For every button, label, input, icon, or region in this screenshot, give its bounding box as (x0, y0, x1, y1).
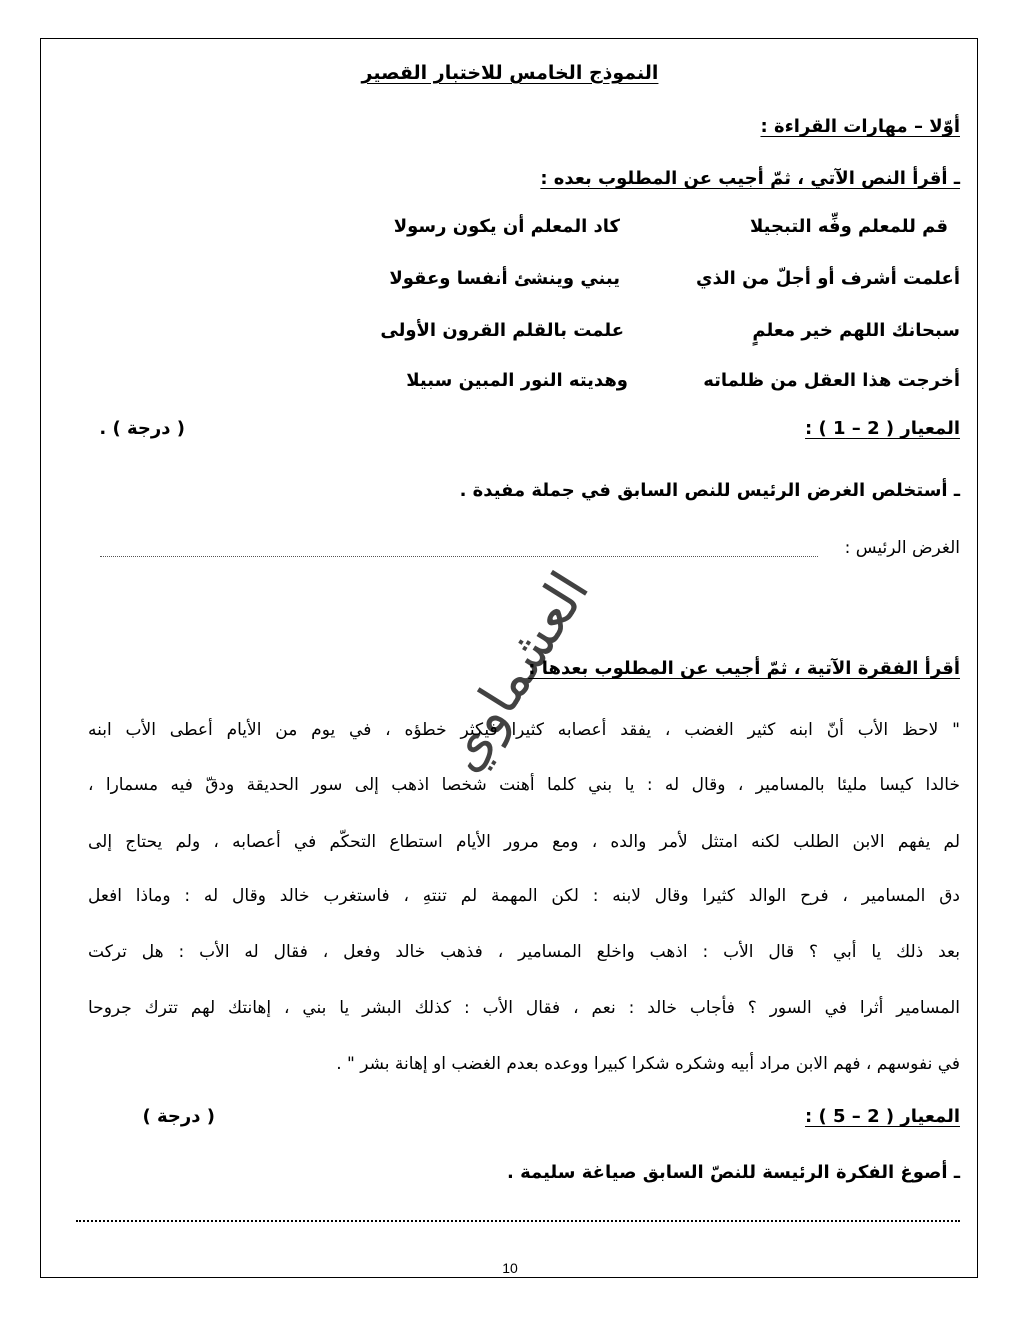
verse-2-right: أعلمت أشرف أو أجلّ من الذي (696, 268, 960, 289)
section1-instruction: ـ أقرأ النص الآتي ، ثمّ أجيب عن المطلوب بعده : (540, 168, 960, 189)
verse-1-right: قم للمعلم وفِّه التبجيلا (750, 216, 948, 237)
page-title: النموذج الخامس للاختبار القصير (361, 62, 659, 84)
answer-label: الغرض الرئيس : (844, 538, 960, 558)
verse-4-left: وهديته النور المبين سبيلا (406, 370, 628, 391)
page-number: 10 (502, 1260, 518, 1276)
verse-4-right: أخرجت هذا العقل من ظلماته (703, 370, 960, 391)
question-1: ـ أستخلص الغرض الرئيس للنص السابق في جملة مفيدة . (459, 480, 960, 501)
grade-2: ( درجة ) (142, 1106, 215, 1127)
verse-3-right: سبحانك اللهم خير معلمٍ (752, 320, 960, 341)
grade-1: ( درجة ) . (99, 418, 185, 439)
verse-1-left: كاد المعلم أن يكون رسولا (393, 216, 620, 237)
paragraph-line: بعد ذلك يا أبي ؟ قال الأب : اذهب واخلع المسامير ، فذهب خالد وفعل ، فقال له الأب : هل تركت (88, 942, 960, 962)
section2-instruction: أقرأ الفقرة الآتية ، ثمّ أجيب عن المطلوب بعدها : (528, 658, 960, 679)
paragraph-line: المسامير أثرا في السور ؟ فأجاب خالد : نعم ، فقال الأب : كذلك البشر يا بني ، إهانتك لهم تترك جروحا (88, 998, 960, 1018)
answer-line-2[interactable] (76, 1220, 960, 1222)
verse-2-left: يبني وينشئ أنفسا وعقولا (389, 268, 620, 289)
answer-line-1[interactable] (100, 556, 818, 557)
paragraph-line: " لاحظ الأب أنّ ابنه كثير الغضب ، يفقد أعصابه كثيرا فيكثر خطؤه ، في يوم من الأيام أعطى الأب ابنه (88, 720, 960, 740)
section1-heading: أوّلا – مهارات القراءة : (760, 116, 960, 137)
criterion-1: المعيار ( 2 – 1 ) : (805, 418, 960, 439)
watermark-stamp: العشماوي (430, 560, 602, 783)
paragraph-line: خالدا كيسا مليئا بالمسامير ، وقال له : يا بني كلما أهنت شخصا اذهب إلى سور الحديقة ودقّ فيه مسمارا ، (88, 775, 960, 795)
verse-3-left: علمت بالقلم القرون الأولى (380, 320, 624, 341)
question-2: ـ أصوغ الفكرة الرئيسة للنصّ السابق صياغة سليمة . (507, 1162, 960, 1183)
criterion-2: المعيار ( 2 – 5 ) : (805, 1106, 960, 1127)
paragraph-line: في نفوسهم ، فهم الابن مراد أبيه وشكره شكرا كبيرا ووعده بعدم الغضب او إهانة بشر " . (336, 1054, 960, 1074)
paragraph-line: لم يفهم الابن الطلب لكنه امتثل لأمر والده ، ومع مرور الأيام استطاع التحكّم في أعصابه ، ولم يحتاج إلى (88, 832, 960, 852)
paragraph-line: دق المسامير ، فرح الوالد كثيرا وقال لابنه : لكن المهمة لم تنتهِ ، فاستغرب خالد وقال له : وماذا افعل (88, 886, 960, 906)
